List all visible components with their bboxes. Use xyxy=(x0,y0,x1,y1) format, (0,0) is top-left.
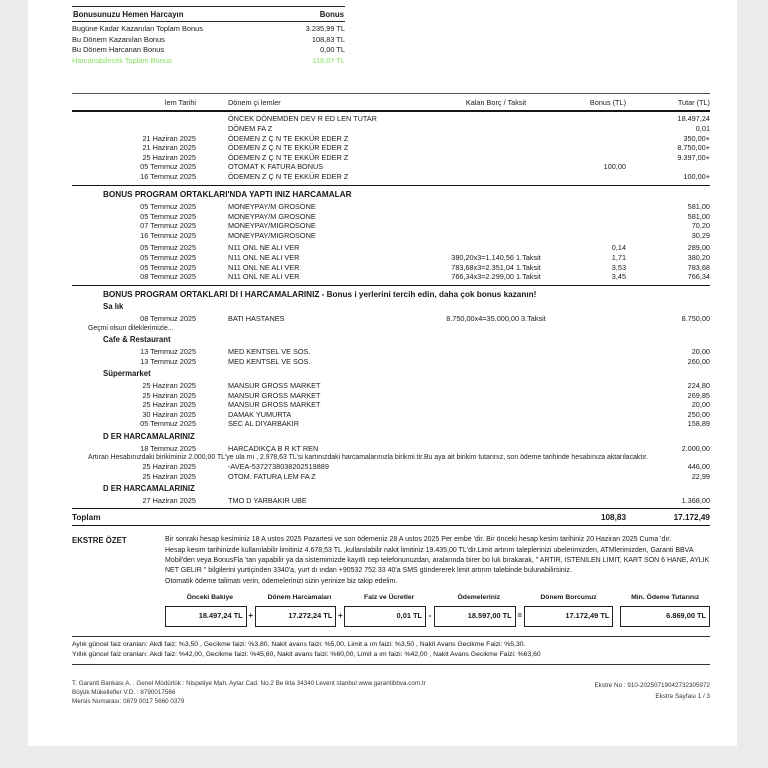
transaction-row xyxy=(72,419,710,429)
transaction-installment xyxy=(416,221,576,231)
transaction-amount: 260,00 xyxy=(687,356,710,366)
transaction-row xyxy=(72,153,710,163)
bonus-summary-row xyxy=(72,45,345,56)
statement-meta-block xyxy=(594,680,710,706)
transactions-table xyxy=(72,93,710,526)
transaction-installment: 783,68x3=2.351,04 1.Taksit xyxy=(451,262,541,272)
bonus-row-value: 3.235,99 TL xyxy=(305,24,345,33)
ozet-paragraph-auto-payment: Otomatik ödeme talimatı verin, ödemelerinizi sizin yerinize biz takip edelim. xyxy=(165,578,398,586)
bonus-summary-value-header: Bonus xyxy=(319,9,344,19)
transaction-installment xyxy=(416,462,576,472)
transaction-bonus xyxy=(576,231,626,241)
transaction-description: N11 ONL NE ALI VER xyxy=(228,272,300,282)
section-divider xyxy=(72,285,710,286)
transaction-date: 05 Temmuz 2025 xyxy=(140,162,196,172)
transaction-description: MONEYPAY/MIGROSONE xyxy=(228,221,316,231)
total-row xyxy=(72,508,710,526)
transaction-bonus: 0,14 xyxy=(611,243,626,253)
transaction-date: 25 Haziran 2025 xyxy=(142,462,196,472)
transaction-description: ÖNCEK DÖNEMDEN DEV R ED LEN TUTAR xyxy=(228,114,377,124)
transaction-installment xyxy=(416,231,576,241)
summary-box-label: Min. Ödeme Tutarınız xyxy=(631,593,700,601)
total-amount-value: 17.172,49 xyxy=(673,512,710,522)
transaction-bonus: 1,71 xyxy=(611,253,626,262)
bank-mersis-line: Mersis Numarası: 0879 0017 5660 0379 xyxy=(72,697,185,705)
ekstre-ozet-section xyxy=(72,535,710,626)
transaction-installment xyxy=(416,212,576,222)
transaction-date: 25 Haziran 2025 xyxy=(142,400,196,410)
transaction-amount: 0,01 xyxy=(695,123,710,133)
summary-box-group xyxy=(434,593,524,627)
summary-box-label: Faiz ve Ücretler xyxy=(364,593,415,601)
transaction-row xyxy=(72,462,710,472)
transaction-amount: 70,20 xyxy=(691,221,710,231)
transaction-bonus xyxy=(576,410,626,420)
bonus-row-label: Bu Dönem Harcanan Bonus xyxy=(72,45,165,55)
ekstre-ozet-label: EKSTRE ÖZET xyxy=(72,536,127,546)
yearly-rates-line: Yıllık güncel faiz oranları: Akdi faiz: %42,00, Gecikme faizi: %45,60, Nakit avans faizi: %60,00, Limit a ım faizi: %42,00 , Nakit Avans Gecikme Faizi: %63,60 xyxy=(72,651,541,659)
transaction-amount: 269,85 xyxy=(687,390,710,400)
transaction-bonus xyxy=(576,124,626,134)
bonus-summary-row xyxy=(72,35,345,46)
transaction-row xyxy=(72,134,710,144)
transaction-bonus xyxy=(576,134,626,144)
transaction-installment xyxy=(416,444,576,454)
transaction-amount: 380,20 xyxy=(687,253,710,262)
bank-info-block xyxy=(72,680,426,706)
transaction-row xyxy=(72,253,710,263)
ozet-paragraph-limit-info: Hesap kesim tarihinizde kullanılabilir limitiniz 4.678,53 TL ,kullanılabilir nakit limitiniz 19.435,00 TL'dir.Limit artırım taleplerinizi ubelerimizden, ATMlerimizden, Garanti BBVA Mobil'den veya BonusFla 'tan yapabilir ya da sistemimizde kayıtlı cep telefonunuzdan, aralarında birer bo luk bırakarak, " ARTIR, ISTENILEN LIMIT, KART SON 6 HANE, AYLIK NET GELIR " bilgilerini yurtiçinden 3340'a, yurt dı ından +90532 752 33 40'a SMS göndererek limit artırım talebinde bulunabilirsiniz. xyxy=(165,547,710,575)
summary-operator: - xyxy=(428,611,432,621)
bonus-row-label: Bugüne Kadar Kazanılan Toplam Bonus xyxy=(72,24,203,33)
bank-tax-line: Büyük Mükellefler V.D. : 8790017566 xyxy=(72,688,176,696)
category-header: D ER HARCAMALARINIZ xyxy=(103,431,195,441)
category-header: Cafe & Restaurant xyxy=(103,335,171,345)
transaction-amount: 289,00 xyxy=(687,243,710,253)
transaction-installment: 8.750,00x4=35.000,00 3.Taksit xyxy=(446,314,546,324)
total-bonus-value: 108,83 xyxy=(600,512,626,522)
page-number: Ekstre Sayfası 1 / 3 xyxy=(655,693,710,701)
transaction-date: 16 Temmuz 2025 xyxy=(140,171,196,181)
transaction-row xyxy=(72,231,710,241)
transaction-installment xyxy=(416,472,576,482)
transaction-bonus xyxy=(576,444,626,454)
transaction-amount: 18.497,24 xyxy=(677,114,710,124)
transaction-date: 05 Temmuz 2025 xyxy=(140,243,196,253)
category-header: Süpermarket xyxy=(103,369,151,379)
summary-box-row xyxy=(524,606,614,627)
transaction-amount: 158,89 xyxy=(687,419,710,429)
category-header: Sa lık xyxy=(103,302,124,312)
transaction-installment xyxy=(416,143,576,153)
transaction-row xyxy=(72,472,710,482)
summary-box-label: Önceki Bakiye xyxy=(186,593,234,601)
summary-box-group xyxy=(255,593,345,627)
transaction-installment xyxy=(416,243,576,253)
summary-box-value: 18.497,24 TL xyxy=(165,606,247,627)
transaction-installment xyxy=(416,496,576,506)
bonus-summary-table xyxy=(72,6,345,66)
transaction-amount: 350,00+ xyxy=(683,133,710,143)
transaction-amount: 766,34 xyxy=(687,272,710,282)
transaction-amount: 783,68 xyxy=(687,262,710,272)
transaction-row xyxy=(72,172,710,182)
transaction-description: ÖDEMEN Z Ç N TE EKKÜR EDER Z xyxy=(228,152,349,162)
transaction-description: MONEYPAY/MIGROSONE xyxy=(228,230,316,240)
transaction-date: 05 Temmuz 2025 xyxy=(140,202,196,212)
transaction-bonus: 3,53 xyxy=(611,262,626,272)
transaction-date: 30 Haziran 2025 xyxy=(142,409,196,419)
summary-box-row xyxy=(255,606,345,627)
transaction-date xyxy=(72,114,196,124)
transaction-amount: 8.750,00 xyxy=(681,314,710,324)
transaction-bonus xyxy=(576,391,626,401)
transaction-date: 25 Haziran 2025 xyxy=(142,471,196,481)
transaction-row xyxy=(72,212,710,222)
transaction-row xyxy=(72,143,710,153)
transaction-installment xyxy=(416,114,576,124)
transaction-description: N11 ONL NE ALI VER xyxy=(228,253,300,262)
transaction-bonus: 3,45 xyxy=(611,272,626,282)
transaction-date: 16 Temmuz 2025 xyxy=(140,230,196,240)
transaction-date: 08 Temmuz 2025 xyxy=(140,314,196,324)
transaction-row xyxy=(72,357,710,367)
summary-box-row xyxy=(434,606,524,627)
transaction-bonus xyxy=(576,400,626,410)
transaction-note: Artıran Hesabınızdaki birikiminiz 2.000,00 TL'ye ula mı , 2.978,63 TL'si kartınızdaki harcamalarınızla birikmi tir.Bu aya ait birikim tutarınız, son ödeme tarihinde hesabınıza aktarılacaktır. xyxy=(88,454,649,462)
transaction-date: 25 Haziran 2025 xyxy=(142,390,196,400)
transaction-date xyxy=(72,124,196,134)
transaction-amount: 446,00 xyxy=(687,462,710,472)
transaction-description: MANSUR GROSS MARKET xyxy=(228,390,321,400)
transaction-bonus xyxy=(576,202,626,212)
transaction-installment xyxy=(416,202,576,212)
summary-box-group xyxy=(344,593,434,627)
transaction-amount: 20,00 xyxy=(691,347,710,357)
interest-rates-block xyxy=(72,636,710,666)
transaction-row xyxy=(72,221,710,231)
transaction-row xyxy=(72,124,710,134)
transaction-description: MED KENTSEL VE SOS. xyxy=(228,356,311,366)
bonus-row-label: Harcanabilecek Toplam Bonus xyxy=(72,55,172,65)
transaction-amount: 100,00+ xyxy=(683,171,710,181)
summary-box-value: 17.172,49 TL xyxy=(524,606,614,627)
transaction-bonus xyxy=(576,357,626,367)
transaction-description: MONEYPAY/M GROSONE xyxy=(228,211,316,221)
summary-box-value: 6.869,00 TL xyxy=(620,606,710,627)
ozet-paragraph-next-cutoff: Bir sonraki hesap kesiminiz 18 A ustos 2025 Pazartesi ve son ödemeniz 28 A ustos 2025 Per embe 'dir. Bir önceki hesap kesim tarihiniz 20 Haziran 2025 Cuma 'dır. xyxy=(165,536,672,544)
transaction-installment xyxy=(416,134,576,144)
transaction-description: ÖDEMEN Z Ç N TE EKKÜR EDER Z xyxy=(228,171,349,181)
transaction-installment xyxy=(416,347,576,357)
transaction-date: 25 Haziran 2025 xyxy=(142,381,196,391)
transaction-row xyxy=(72,381,710,391)
transaction-description: N11 ONL NE ALI VER xyxy=(228,262,300,272)
bonus-summary-header xyxy=(72,6,345,22)
transaction-installment xyxy=(416,381,576,391)
transactions-header-row xyxy=(72,93,710,112)
transaction-date: 07 Temmuz 2025 xyxy=(140,221,196,231)
transaction-note: Geçmi olsun dileklerimizle... xyxy=(88,324,174,332)
section-header: BONUS PROGRAM ORTAKLARI'NDA YAPTI INIZ HARCAMALAR xyxy=(103,189,352,199)
summary-operator: = xyxy=(517,611,523,621)
ekstre-ozet-body xyxy=(165,535,710,626)
transaction-installment xyxy=(416,153,576,163)
summary-box-label: Dönem Harcamaları xyxy=(267,593,332,601)
transaction-amount: 224,80 xyxy=(687,381,710,391)
transaction-row xyxy=(72,272,710,282)
summary-operator: + xyxy=(338,611,343,621)
transaction-description: ÖDEMEN Z Ç N TE EKKÜR EDER Z xyxy=(228,133,349,143)
column-header-date: lem Tarihi xyxy=(164,97,196,107)
transaction-date: 05 Temmuz 2025 xyxy=(140,211,196,221)
bank-address-line: T. Garanti Bankası A. . Genel Müdürlük : Nispetiye Mah. Aytar Cad. No.2 Be ikta 34340 Levent stanbul www.garantibbva.com.tr xyxy=(72,680,426,688)
transactions-body xyxy=(72,112,710,505)
monthly-rates-line: Aylık güncel faiz oranları: Akdi faiz: %3,50 , Gecikme faizi: %3,80, Nakit avans faizi: %5,00, Limit a ım faizi: %3,50 , Nakit Avans Gecikme Faizi: %5,30. xyxy=(72,641,526,649)
transaction-amount: 581,00 xyxy=(687,211,710,221)
transaction-description: -AVEA-5372738038202519889 xyxy=(228,462,329,472)
transaction-installment xyxy=(416,172,576,182)
summary-box-row xyxy=(344,606,434,627)
transaction-row xyxy=(72,347,710,357)
summary-box-label: Dönem Borcunuz xyxy=(540,593,597,601)
transaction-date: 05 Temmuz 2025 xyxy=(140,253,196,262)
summary-box-row xyxy=(620,606,710,627)
transaction-installment: 766,34x3=2.299,00 1.Taksit xyxy=(451,272,541,282)
transaction-date: 25 Haziran 2025 xyxy=(142,152,196,162)
transaction-amount: 2.000,00 xyxy=(681,443,710,453)
transaction-row xyxy=(72,162,710,172)
bonus-summary-rows xyxy=(72,22,345,66)
section-divider xyxy=(72,185,710,186)
bonus-summary-row xyxy=(72,24,345,35)
column-header-tutar: Tutar (TL) xyxy=(677,97,710,107)
transaction-row xyxy=(72,114,710,124)
column-header-taksit: Kalan Borç / Taksit xyxy=(465,97,527,107)
transaction-row xyxy=(72,410,710,420)
summary-operator: + xyxy=(248,611,253,621)
transaction-installment: 380,20x3=1.140,56 1.Taksit xyxy=(451,253,541,262)
transaction-amount: 581,00 xyxy=(687,202,710,212)
summary-box-label: Ödemeleriniz xyxy=(457,593,501,601)
bonus-summary-row xyxy=(72,56,345,67)
transaction-bonus xyxy=(576,496,626,506)
transaction-bonus xyxy=(576,472,626,482)
transaction-date: 18 Temmuz 2025 xyxy=(140,443,196,453)
bonus-row-label: Bu Dönem Kazanılan Bonus xyxy=(72,34,165,44)
transaction-installment xyxy=(416,400,576,410)
transaction-installment xyxy=(416,419,576,429)
transaction-row xyxy=(72,263,710,273)
transaction-installment xyxy=(416,162,576,172)
transaction-amount: 8.750,00+ xyxy=(677,143,710,153)
transaction-installment xyxy=(416,357,576,367)
transaction-bonus xyxy=(576,172,626,182)
transaction-date: 21 Haziran 2025 xyxy=(142,133,196,143)
transaction-amount: 1.368,00 xyxy=(681,495,710,505)
transaction-date: 21 Haziran 2025 xyxy=(142,143,196,153)
summary-box-value: 17.272,24 TL xyxy=(255,606,337,627)
transaction-amount: 9.397,00+ xyxy=(677,152,710,162)
summary-box-group xyxy=(165,593,255,627)
summary-box-value: 18.597,00 TL xyxy=(434,606,516,627)
bonus-row-value: 116,07 TL xyxy=(312,55,345,65)
transaction-description: MANSUR GROSS MARKET xyxy=(228,400,321,410)
transaction-installment xyxy=(416,391,576,401)
transaction-row xyxy=(72,202,710,212)
bonus-row-value: 108,83 TL xyxy=(311,34,345,44)
transaction-date: 27 Haziran 2025 xyxy=(142,495,196,505)
transaction-description: ÖDEMEN Z Ç N TE EKKÜR EDER Z xyxy=(228,143,349,153)
transaction-bonus xyxy=(576,462,626,472)
column-header-description: Dönem çi lemler xyxy=(228,97,281,107)
transaction-bonus xyxy=(576,314,626,324)
transaction-row xyxy=(72,314,710,324)
summary-box-value: 0,01 TL xyxy=(344,606,426,627)
transaction-description: TMO D YARBAKIR UBE xyxy=(228,495,307,505)
column-header-bonus: Bonus (TL) xyxy=(589,97,626,107)
transaction-bonus xyxy=(576,419,626,429)
transaction-amount: 30,29 xyxy=(691,230,710,240)
summary-box-group xyxy=(524,593,614,627)
transaction-description: MANSUR GROSS MARKET xyxy=(228,381,321,391)
transaction-amount: 22,99 xyxy=(691,471,710,481)
transaction-bonus xyxy=(576,212,626,222)
transaction-description: MONEYPAY/M GROSONE xyxy=(228,202,316,212)
transaction-installment xyxy=(416,124,576,134)
summary-box-group xyxy=(620,593,710,627)
transaction-amount: 250,00 xyxy=(687,409,710,419)
bonus-summary-title: Bonusunuzu Hemen Harcayın xyxy=(73,9,184,19)
transaction-description: DAMAK YUMURTA xyxy=(228,409,292,419)
page-footer xyxy=(72,680,710,706)
transaction-bonus: 100,00 xyxy=(603,162,626,172)
transaction-row xyxy=(72,391,710,401)
summary-calculation xyxy=(165,593,710,627)
transaction-description: SEC AL DIYARBAKIR xyxy=(228,419,299,429)
transaction-date: 05 Temmuz 2025 xyxy=(140,419,196,429)
transaction-description: BATI HASTANES xyxy=(228,314,285,324)
transaction-amount: 20,00 xyxy=(691,400,710,410)
transaction-bonus xyxy=(576,114,626,124)
transaction-description: DÖNEM FA Z xyxy=(228,123,273,133)
transaction-installment xyxy=(416,410,576,420)
transaction-amount xyxy=(626,162,710,172)
transaction-bonus xyxy=(576,143,626,153)
transaction-row xyxy=(72,496,710,506)
statement-page xyxy=(28,0,737,746)
transaction-bonus xyxy=(576,381,626,391)
transaction-bonus xyxy=(576,221,626,231)
transaction-row xyxy=(72,400,710,410)
transaction-bonus xyxy=(576,347,626,357)
transaction-row xyxy=(72,444,710,454)
transaction-date: 05 Temmuz 2025 xyxy=(140,262,196,272)
transaction-date: 13 Temmuz 2025 xyxy=(140,347,196,357)
transaction-row xyxy=(72,243,710,253)
transaction-date: 13 Temmuz 2025 xyxy=(140,356,196,366)
transaction-bonus xyxy=(576,153,626,163)
summary-box-row xyxy=(165,606,255,627)
transaction-description: N11 ONL NE ALI VER xyxy=(228,243,300,253)
bonus-row-value: 0,00 TL xyxy=(320,45,345,55)
ekstre-no: Ekstre No : 910-20250719042732305972 xyxy=(594,682,710,690)
transaction-description: HARCADIKÇA B R KT REN xyxy=(228,443,319,453)
transaction-description: OTOMAT K FATURA BONUS xyxy=(228,162,324,172)
category-header: D ER HARCAMALARINIZ xyxy=(103,483,195,493)
transaction-date: 08 Temmuz 2025 xyxy=(140,272,196,282)
total-label: Toplam xyxy=(72,512,101,522)
transaction-description: MED KENTSEL VE SOS. xyxy=(228,347,311,357)
section-header: BONUS PROGRAM ORTAKLARI DI I HARCAMALARINIZ - Bonus i yerlerini tercih edin, daha çok bonus kazanın! xyxy=(103,289,537,299)
transaction-description: OTOM. FATURA LEM FA Z xyxy=(228,471,316,481)
